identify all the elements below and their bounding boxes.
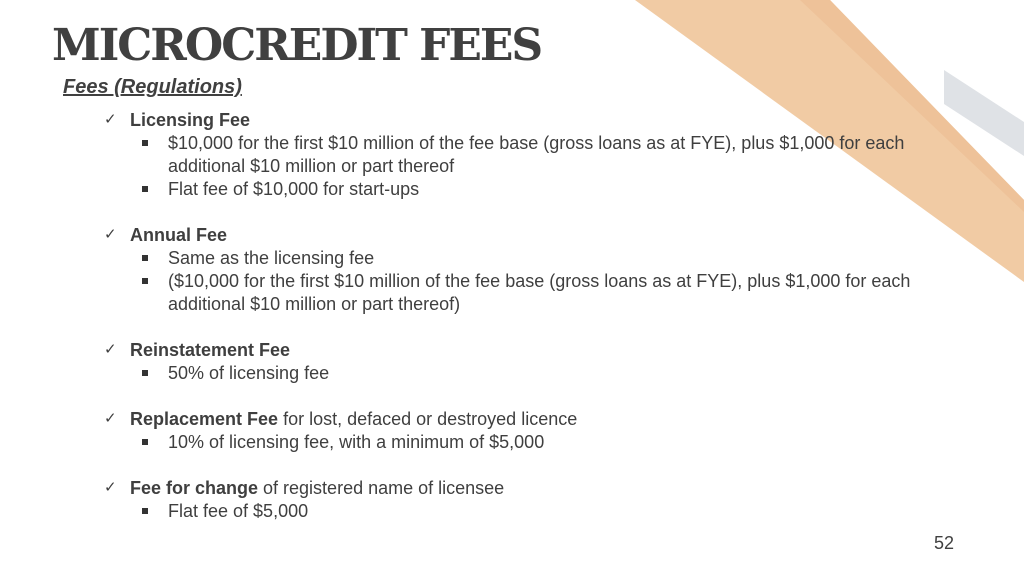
list-item [104,500,984,523]
section-items [104,362,984,385]
square-bullet-icon [142,439,148,445]
square-bullet-icon [142,186,148,192]
square-bullet-icon [142,508,148,514]
square-bullet-icon [142,140,148,146]
item-text: Flat fee of $10,000 for start-ups [168,179,420,199]
slide-subtitle: Fees (Regulations) [63,76,242,98]
fee-section-name-change [104,477,984,523]
item-text: Flat fee of $5,000 [168,501,309,521]
section-items [104,132,984,201]
section-items [104,247,984,316]
section-heading [104,477,984,500]
section-name: Replacement Fee [130,409,279,429]
section-name: Reinstatement Fee [130,340,291,360]
item-text: ($10,000 for the first $10 million of the fee base (gross loans as at FYE), plus $1,000 for each additional $10 million or part thereof) [168,271,911,314]
fee-section-replacement [104,408,984,454]
item-text: 50% of licensing fee [168,363,330,383]
list-item [104,362,984,385]
square-bullet-icon [142,370,148,376]
checkmark-icon: ✓ [104,225,117,243]
fee-section-reinstatement [104,339,984,385]
fee-list [104,109,984,546]
item-text: $10,000 for the first $10 million of the fee base (gross loans as at FYE), plus $1,000 for each additional $10 million or part thereof [168,133,905,176]
section-heading-rest: of registered name of licensee [258,478,505,498]
fee-section-licensing [104,109,984,201]
section-name: Fee for change [130,478,259,498]
fee-section-annual [104,224,984,316]
checkmark-icon: ✓ [104,110,117,128]
page-number: 52 [934,533,955,553]
section-heading-rest: for lost, defaced or destroyed licence [278,409,578,429]
slide-title: MICROCREDIT FEES [52,20,542,71]
list-item [104,431,984,454]
list-item [104,247,984,270]
list-item [104,132,984,178]
section-heading [104,109,984,132]
section-items [104,500,984,523]
square-bullet-icon [142,255,148,261]
section-name: Licensing Fee [130,110,251,130]
section-heading [104,408,984,431]
section-items [104,431,984,454]
item-text: Same as the licensing fee [168,248,375,268]
section-heading [104,224,984,247]
item-text: 10% of licensing fee, with a minimum of $5,000 [168,432,545,452]
list-item [104,270,984,316]
square-bullet-icon [142,278,148,284]
section-heading [104,339,984,362]
checkmark-icon: ✓ [104,409,117,427]
checkmark-icon: ✓ [104,478,117,496]
list-item [104,178,984,201]
checkmark-icon: ✓ [104,340,117,358]
section-name: Annual Fee [130,225,228,245]
